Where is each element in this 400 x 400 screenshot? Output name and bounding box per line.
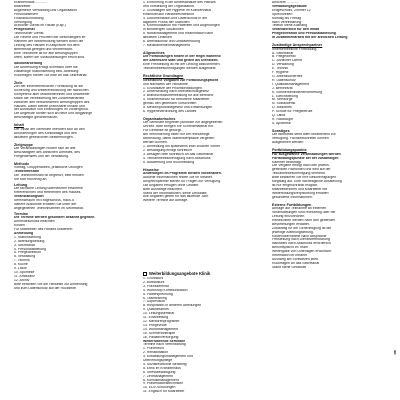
checkbox-icon [143, 272, 147, 276]
text-line: 13. Pflegevisite [143, 323, 167, 327]
text-line: Veranstaltungsort [14, 195, 44, 199]
spacer [272, 200, 390, 202]
text-line: Vortrag, Gruppenarbeit, praktische Übungen [14, 166, 83, 170]
text-line: Fortbildungspunkte bei der zuständigen [272, 156, 339, 160]
text-line: 8. Konfliktmanagement [143, 378, 179, 382]
text-line: Die Angaben erfolgen ohne Gewähr. [143, 183, 200, 187]
text-line: Aktuelle Informationen finden Sie im Intranet. [143, 175, 213, 179]
text-line: Anforderungen des Klinikalltags und den [14, 131, 77, 135]
text-line: Leitung einzureichen. [272, 214, 306, 218]
text-line: Die Angebote richten sich an neue und langjährige [14, 112, 93, 116]
text-line: 4. Kommunikation mit Patienten und Angehörigen [143, 24, 220, 28]
text-line: Bei Verhinderung bitten wir um rechtzeitige [143, 133, 210, 137]
text-line: E. Technik [272, 67, 289, 71]
text-line: Berichtspflicht im Team [272, 246, 308, 250]
text-line: 2. Rehabilitation [143, 351, 169, 355]
text-line: Bitte bewahren Sie Ihre Bescheinigungen [272, 176, 337, 180]
section-heading: Inhalt [14, 123, 24, 128]
text-line: Zuständig für die Genehmigung ist die [272, 226, 332, 230]
text-line: sorgfältig auf. Eine nachträgliche Ausstellung [272, 180, 342, 184]
text-line: sowie die Verbesserung der Zusammenarbeit [14, 96, 85, 100]
text-line: 10. Apotheke [14, 270, 35, 274]
text-line: Pflegedienst [14, 28, 35, 32]
text-line: Finanzbuchhaltung [14, 16, 44, 20]
text-line: K. Schwerbehindertenvertretung [272, 90, 323, 94]
text-line: Allgemeine Verwaltung und Organisation [14, 8, 78, 12]
text-line: Verfügung. Fachzeitschriften können [272, 137, 329, 141]
text-line: 12. Archiv [14, 278, 30, 282]
text-line: Bitte beachten Sie die Hinweise zur Anmeldung [14, 282, 88, 286]
text-line: Pflegedienstes und der Verwaltung. [14, 154, 70, 158]
text-line: 6. Arbeitsschutz und Unfallverhütung [143, 40, 201, 44]
text-line: Leitung des Hauses in Absprache mit dem [14, 43, 80, 47]
section-heading: Externe Fortbildungen [272, 202, 312, 207]
text-line: 5. Pflegedirektion [14, 251, 42, 255]
text-line: 1. Grundsätze der Pflichtfortbildungen [143, 86, 202, 90]
text-line: gesonderte Informationen. [272, 195, 313, 199]
spacer [272, 145, 390, 147]
text-line: 5. Notfallmanagement und Reanimation nach [143, 32, 214, 36]
text-line: 3. Dokumentation und Datenschutz in der [143, 16, 208, 20]
text-line: Anschrift ............ [272, 1, 299, 4]
text-line: Innerbetriebliche Fortbildung [272, 47, 317, 51]
text-line: Hauses. Dabei stehen praxisnahe Inhalte und [14, 104, 85, 108]
text-line: nach Vereinbarung [272, 20, 302, 24]
text-line: Anträge auf Teilnahme an externen [272, 207, 327, 211]
text-line: Für Mitarbeiter des Hauses kostenfrei [14, 227, 73, 231]
text-line: Weitergabe von Unterlagen erwünscht [272, 250, 332, 254]
text-line: 11. Englisch für Mitarbeiter [143, 390, 185, 394]
text-line: Teilnehmerzahl [14, 170, 40, 174]
text-line: Die Vergabe erfolgt nach den jeweils [272, 164, 329, 168]
text-line: Beschäftigte gleichermaßen. [14, 116, 59, 120]
section-heading: Sonstiges [272, 128, 290, 133]
text-line: Anmeldeschluss beachten [14, 220, 55, 224]
text-line: 5. Auswertung und Rückmeldung [143, 160, 195, 164]
text-line: gemäß den geltenden Vorschriften [143, 102, 197, 106]
text-line: Nähere Auskünfte erhalten Sie unter der [14, 203, 77, 207]
text-line: 1. Einführung in die Arbeitsabläufe des Hauses [143, 1, 216, 4]
text-line: zuständige Stationsleitung bzw. Abteilung. [14, 69, 80, 73]
text-line: M. Seelsorge [272, 98, 293, 102]
section-heading: Methode [14, 161, 30, 166]
text-line: täglichen Praxis der Stationen [143, 20, 190, 24]
text-line: Weiterführende Seminare [143, 339, 186, 343]
text-line: Ziel der innerbetrieblichen Fortbildung ist die [14, 85, 84, 88]
spacer [143, 164, 267, 166]
text-line: Verantwortlich für den Inhalt [272, 28, 320, 32]
text-line: 1. Stationsleitung [14, 235, 41, 239]
text-line: Ansprechpartner stehen für Fragen zur Verfügung. [143, 179, 222, 183]
text-line: Sprechzeiten [272, 12, 293, 16]
text-line: 8. Küche [14, 263, 28, 267]
column-right [272, 1, 390, 400]
text-line: 2. Grundlagen der Hygiene im Krankenhaus [143, 8, 212, 12]
text-line: C. Ärztlicher Dienst [272, 59, 303, 63]
spacer [14, 139, 138, 141]
section-heading: Zielgruppe [14, 142, 33, 147]
text-line: 5. Fallbesprechung [143, 292, 173, 296]
spacer [143, 114, 267, 116]
text-line: 4. Teilnahmebescheinigung nach Abschluss [143, 156, 211, 160]
text-line: aktuellen gesetzlichen Bestimmungen. [14, 135, 74, 139]
text-line: Information im Intranet [272, 254, 308, 258]
text-line: 11. Ambulanz [14, 274, 35, 278]
text-line: Der Inhalt der Seminare orientiert sich an den [14, 127, 85, 131]
text-line: 9. Präsentationstechniken [143, 382, 184, 386]
text-line: in schwierigen Situationen [143, 28, 184, 32]
text-line: und Nachweis der Teilnahme [143, 82, 188, 86]
text-line: Krankenhaus ............ [14, 1, 48, 4]
text-line: 10. Leitungsseminar [143, 312, 175, 316]
text-line: 4. Strahlenschutz für betroffene Mitarbeiter [143, 98, 210, 102]
text-line: Weiterbildungsverpflichtung erhalten [272, 191, 329, 195]
text-line: Überleitungspflege [143, 359, 173, 363]
text-line: 3. Brandschutzunterweisung für alle Bereiche [143, 94, 214, 98]
column-middle-top [143, 1, 267, 269]
text-line: Mitarbeiterinnen und Mitarbeiter mit [272, 187, 328, 191]
text-line: 5. Medizinproduktegesetz und Einweisungen [143, 106, 213, 110]
text-line: Kostenübernahme nach Absprache [272, 234, 327, 238]
text-line: 3. Praxisseminar [143, 284, 170, 288]
text-line: I. Qualitätsmanagement [272, 82, 310, 86]
text-line: Teilnahmebescheinigungen werden ausgestellt. [143, 67, 217, 71]
text-line: Die Fortbildungen finden in der Regel während [143, 55, 221, 59]
text-line: Verwaltungsgebäude [272, 4, 307, 8]
text-line: Weitere Termine auf Anfrage. [143, 199, 189, 203]
section-heading: Leitung [14, 183, 28, 187]
text-line: Nachweis nach Abschluss erforderlich [272, 242, 331, 246]
text-line: Eine Teilnahme ist für alle Berufsgruppen [14, 51, 78, 55]
text-line: ist nur eingeschränkt möglich. [272, 183, 319, 187]
spacer [14, 159, 138, 161]
text-line: A. Sekretariat [272, 51, 294, 55]
text-line: ausgeliehen werden. [272, 141, 305, 145]
text-line: R. Radiologie [272, 117, 294, 121]
text-line: Anmeldung [14, 231, 34, 235]
section-title [143, 271, 267, 276]
section-heading: Hinweise [143, 167, 159, 172]
section-heading: Termine [14, 211, 29, 216]
section-heading: Zuständige Ansprechpartner [272, 43, 323, 48]
text-line: 3. Sekretariat [14, 243, 35, 247]
text-line: Bitte Aushänge beachten. [143, 187, 183, 191]
text-line: Rückfragen an das Sekretariat [272, 261, 320, 265]
text-line: Kammer beantragt. [272, 160, 302, 164]
spacer [14, 120, 138, 122]
text-line: 6. Hygieneverordnung des Landes [143, 109, 197, 113]
text-line: Die Anmeldung erfolgt schriftlich über die [14, 65, 78, 69]
text-line: Kosten [14, 224, 25, 228]
text-line: Referentinnen und Referenten des Hauses. [14, 191, 82, 195]
side-label-text: IBF [393, 350, 397, 355]
text-line: Die Bibliothek steht allen Mitarbeitern zur [272, 133, 336, 137]
spacer [14, 77, 138, 79]
text-line: 4. Workshop Kommunikation [143, 288, 188, 292]
text-line: Betriebsrat geregelt und veröffentlicht. [14, 47, 74, 51]
text-line: 6. Stressbewältigung [143, 370, 176, 374]
text-line: 2. Aufbaukurs [143, 280, 165, 284]
text-line: 2. Bestätigung erfolgt schriftlich [143, 148, 192, 152]
text-line: Sachbearbeitung [14, 61, 43, 65]
text-line: der Arbeitszeit statt und gelten als Dienstzeit. [143, 59, 219, 63]
text-line: zwischen den verschiedenen Berufsgruppen des [14, 100, 90, 104]
text-line: 1. Grundkurs [143, 277, 164, 280]
text-line: 7. Technik [14, 259, 30, 263]
text-line: jeweilige Abteilungsleitung. [272, 230, 314, 234]
text-line: 9. Labor [14, 267, 27, 271]
text-line: offen, sofern die Voraussetzungen erfüllt sind. [14, 55, 86, 59]
text-line: N. Sozialdienst [272, 102, 296, 106]
text-line: Rückfragen richten Sie bitte an das Sekretariat. [14, 73, 88, 77]
text-line: 7. Medikamentenmanagement [143, 43, 191, 47]
text-line: Termine nach Vereinbarung [143, 343, 186, 347]
text-line: L. Gleichstellung [272, 94, 298, 98]
text-line: Eine Freistellung ist mit der Leitung abzustimmen. [143, 63, 221, 67]
text-line: aktuellen Leitlinien [143, 36, 172, 40]
text-line: Stand siehe Deckblatt [272, 265, 307, 269]
text-line: Die Termine werden gesondert bekannt gegeben. [14, 216, 96, 220]
text-line: Reisekosten werden nach den geltenden [272, 218, 336, 222]
text-line: Die fachliche Leitung übernehmen erfahrene [14, 187, 84, 191]
text-line: 14. Wundmanagement [143, 327, 179, 331]
text-line: Rahmen der Weiterbildung werden durch die [14, 40, 84, 44]
text-line: Gesetzliche Vorgaben zur Fortbildungspflicht [143, 78, 219, 82]
text-line: G. Arbeitssicherheit [272, 75, 303, 78]
text-line: Kompetenz aller Mitarbeiterinnen und Mitarbeiter [14, 92, 90, 96]
text-line: Versorgung [14, 20, 32, 24]
text-line: Die Seminare beginnen pünktlich zur angegebenen [143, 121, 223, 125]
text-line: angegebenen Telefonnummer im Sekretariat. [14, 206, 84, 210]
text-line: 6. Verwaltung [14, 255, 36, 259]
section-list [143, 277, 267, 394]
section-heading: Ziele [14, 80, 23, 85]
text-line: Pflegedirektion und Personalabteilung [272, 32, 336, 36]
text-line: Teilnahmebescheinigung vermerkt. [272, 172, 326, 176]
spacer [272, 126, 390, 128]
text-line: 16. Palliativversorgung [143, 335, 179, 339]
text-line: 3. Absagen bitte schriftlich an das Sekretariat [143, 152, 214, 156]
text-line: Alle Angaben gelten für das laufende Jahr. [143, 195, 209, 199]
text-line: P. Schule für Pflegeberufe [272, 110, 313, 114]
section-heading: Rechtliche Grundlagen [143, 74, 184, 79]
text-line: Montag bis Freitag [272, 16, 301, 20]
text-line: Für Getränke ist gesorgt. [143, 129, 182, 133]
text-line: Veranstaltungen sind rechtzeitig über die [272, 211, 336, 215]
section-title-text: Weiterbildungsangebote Klinik [149, 271, 211, 276]
section-heading: Fortbildungspunkte [272, 148, 307, 153]
text-line: Sicherung und Weiterentwicklung der fachlichen [14, 88, 89, 92]
text-line: 7. Supervision [143, 300, 166, 304]
text-line: 3. Entlassungsmanagement und [143, 355, 194, 359]
text-line: Sie sich frühzeitig an. [14, 178, 48, 182]
text-line: Telefon siehe Aushang [272, 24, 308, 28]
text-line: und zum Datenschutz auf der Rückseite. [14, 286, 77, 290]
text-line: 10. EDV-Schulungen [143, 386, 176, 390]
text-line: in Zusammenarbeit mit der ärztlichen Leitung [272, 36, 348, 40]
text-line: 1. Prävention [143, 347, 164, 351]
text-line: Bestimmungen erstattet. [272, 222, 310, 226]
spacer [143, 48, 267, 50]
text-line: F. Hygiene [272, 71, 289, 75]
text-line: 4. Sozialrechtliche Beratung [143, 362, 187, 366]
text-line: O. Bibliothek [272, 106, 292, 110]
text-line: 9. Qualitätszirkel [143, 308, 169, 312]
spacer [143, 71, 267, 73]
text-line: 1. Anmeldung bis spätestens zwei Wochen vorher [143, 144, 221, 148]
text-line: Ärztlicher Dienst im Hause (Kap.) [14, 24, 66, 28]
text-line: 8. Hospitation in anderen Abteilungen [143, 304, 202, 308]
column-left [14, 1, 138, 400]
text-line: Seminarraum im Erdgeschoss, Haus A [14, 199, 74, 203]
text-line: Die Rechte und Pflichten der Beschäftigten im [14, 36, 86, 40]
text-line: Erdgeschoss, Zimmer 12 [272, 8, 311, 12]
text-line: werden können. [143, 140, 168, 144]
section-heading: Organisatorisches [143, 117, 176, 122]
text-line: geltenden Richtlinien und wird auf der [272, 168, 331, 172]
text-line: 15. Schmerztherapie [143, 331, 176, 335]
text-line: Aushang am Schwarzen Brett [272, 257, 319, 261]
text-line: Technischer Dienst [14, 32, 44, 36]
text-line: 5. Ethik im Krankenhaus [143, 366, 181, 370]
text-line: Änderungen im Programm bleiben vorbehalten. [143, 172, 222, 175]
text-line: 12. Mentorenprogramm [143, 319, 180, 323]
text-line: 4. Personalabteilung [14, 247, 46, 251]
text-line: 7. Zeitmanagement [143, 374, 174, 378]
spacer [272, 40, 390, 42]
text-line: Personalwesen [14, 12, 38, 16]
text-line: H. Datenschutz [272, 78, 296, 82]
text-line: Uhrzeit. Bitte bringen Sie Schreibmaterial mit. [143, 125, 214, 129]
text-line: B. Pflegedienst [272, 55, 296, 59]
column-middle-bottom [143, 270, 267, 400]
text-line: D. Verwaltung [272, 63, 294, 67]
text-line: Freistellung nach Dienstvereinbarung [272, 238, 330, 242]
text-line: einschließlich Händedesinfektion [143, 12, 194, 16]
text-line: Für ausgewählte Veranstaltungen werden [272, 152, 341, 156]
text-line: 2. Unterweisung nach Arbeitsschutzgesetz [143, 90, 209, 94]
text-line: Abmeldung, damit Wartelistenplätze vergeben [143, 137, 215, 141]
text-line: Mitarbeiter [14, 4, 31, 8]
side-label [393, 350, 399, 364]
text-line: J. Betriebsrat [272, 86, 293, 90]
text-line: Beschäftigten des ärztlichen Dienstes, des [14, 150, 80, 154]
section-heading: Allgemeines [143, 51, 165, 56]
text-line: Q. Labor [272, 114, 286, 118]
text-line: und Vorstellung der Organisation [143, 4, 194, 8]
text-line: 6. Teamtraining [143, 296, 167, 300]
text-line: der Austausch von Erfahrungen im Vordergrund. [14, 108, 89, 112]
text-line: S. Apotheke [272, 121, 291, 125]
text-line: 11. Einarbeitung [143, 316, 169, 320]
text-line: Die Teilnehmerzahl ist begrenzt, bitte melden [14, 174, 84, 178]
text-line: 2. Abteilungsleitung [14, 239, 45, 243]
text-line: Stand der Informationen: siehe Deckblatt. [143, 191, 208, 195]
text-line: Die Veranstaltungen richten sich an alle [14, 147, 76, 151]
